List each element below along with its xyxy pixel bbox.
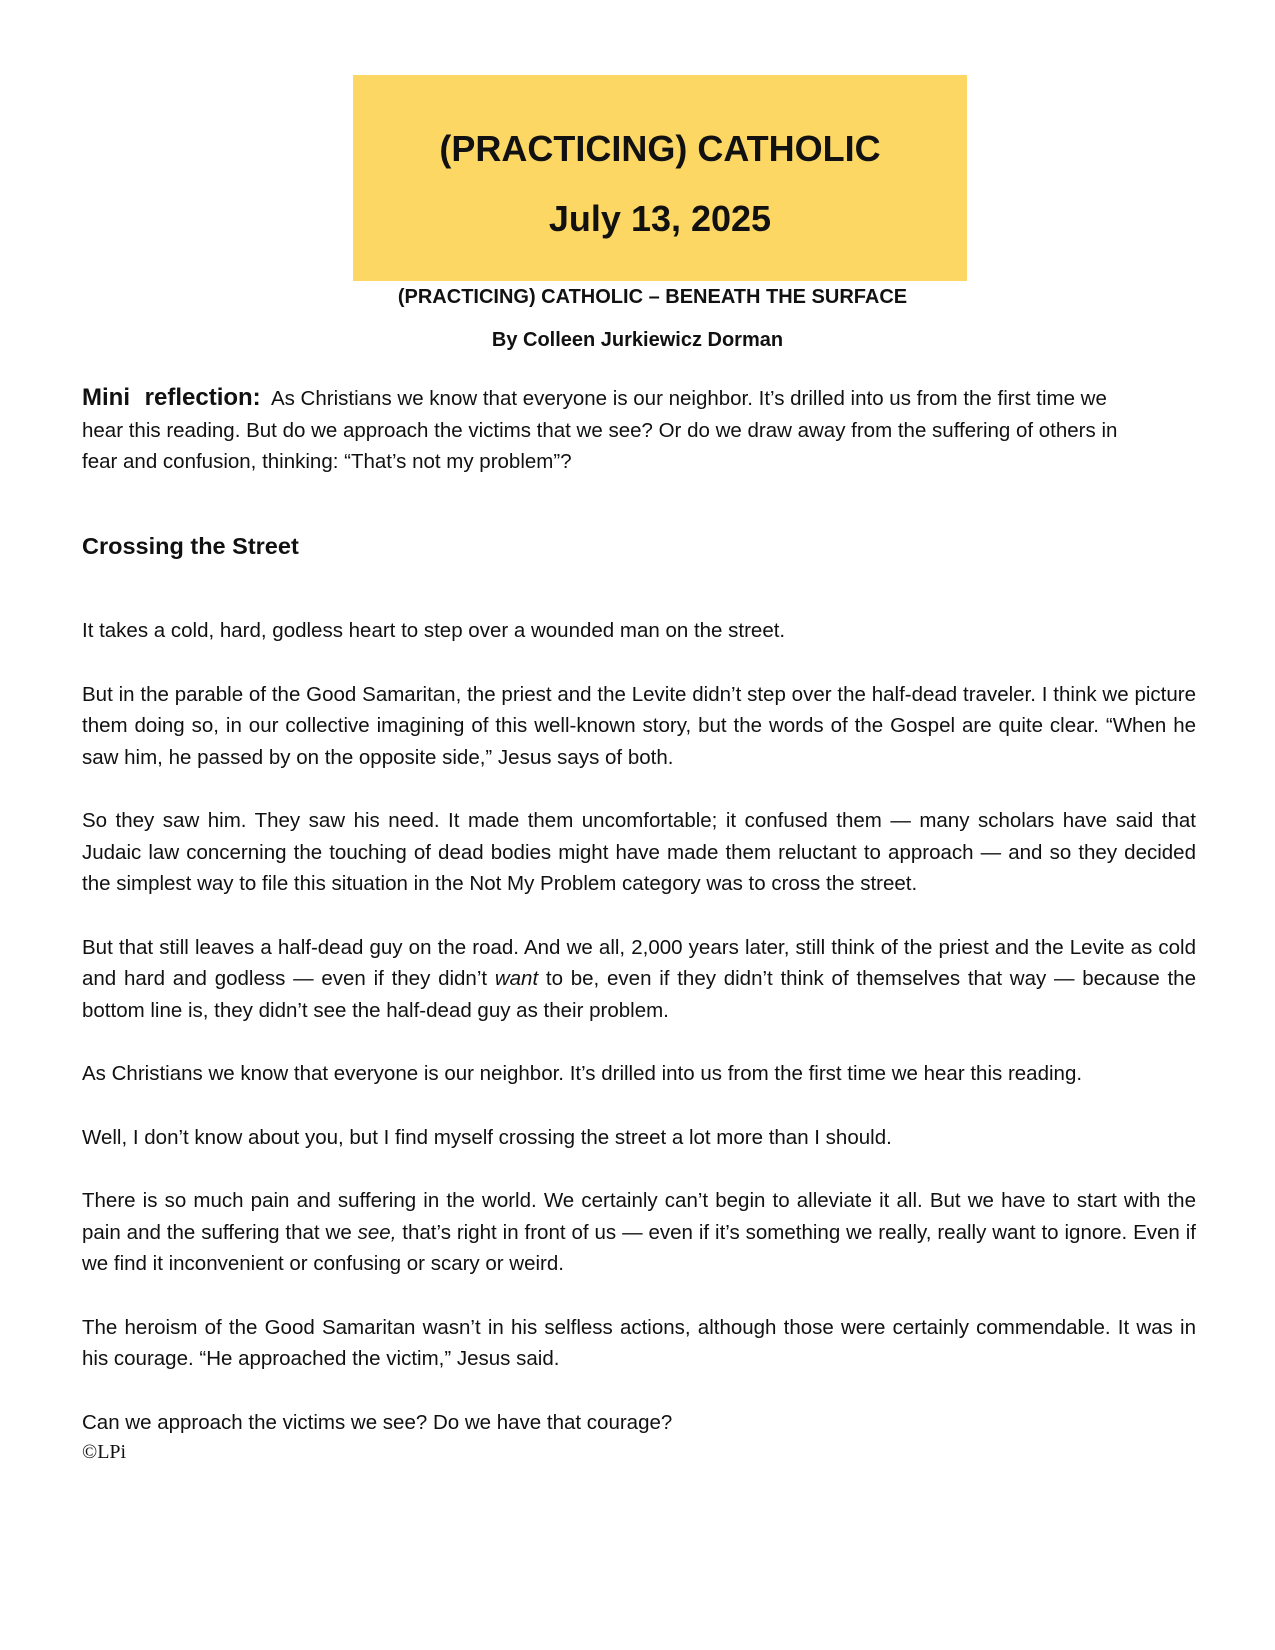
emphasis-text: want — [494, 967, 539, 990]
paragraph-text: to be, even if they didn’t think of themselves that way — because the bottom line is, they didn’t see the half-dead guy as their problem. — [82, 967, 1196, 1022]
paragraph: It takes a cold, hard, godless heart to step over a wounded man on the street. — [82, 619, 786, 642]
copyright-notice: ©LPi — [82, 1441, 127, 1463]
emphasis-text: see, — [357, 1220, 397, 1244]
banner-date: July 13, 2025 — [548, 198, 772, 239]
paragraph: So they saw him. They saw his need. It made them uncomfortable; it confused them — many scholars have said that Judaic law concerning the touching of dead bodies might have made them reluctant to approach — and so they decided the simplest way to file this situation in the Not My Problem category was to cross the street. — [82, 809, 1196, 895]
article-byline: By Colleen Jurkiewicz Dorman — [491, 329, 784, 351]
paragraph: Well, I don’t know about you, but I find myself crossing the street a lot more than I should. — [82, 1125, 892, 1149]
mini-reflection — [82, 382, 1142, 478]
paragraph: Can we approach the victims we see? Do we have that courage? — [82, 1410, 673, 1434]
mini-reflection-label: Mini reflection: — [82, 384, 261, 411]
paragraph: The heroism of the Good Samaritan wasn’t in his selfless actions, although those were certainly commendable. It was in his courage. “He approached the victim,” Jesus said. — [82, 1315, 1196, 1370]
paragraph — [82, 932, 1196, 1027]
paragraph — [82, 1185, 1196, 1280]
paragraph: But in the parable of the Good Samaritan, the priest and the Levite didn’t step over the half-dead traveler. I think we picture them doing so, in our collective imagining of this well-known story, but the words of the Gospel are quite clear. “When he saw him, he passed by on the opposite side,” Jesus says of both. — [82, 682, 1196, 769]
paragraph: As Christians we know that everyone is our neighbor. It’s drilled into us from the first time we hear this reading. — [82, 1062, 1083, 1085]
article-body — [82, 615, 1196, 1464]
paragraph-text: that’s right in front of us — even if it’s something we really, really want to ignore. Even if we find it inconvenient or confusing or scary or weird. — [82, 1220, 1196, 1275]
banner-title: (PRACTICING) CATHOLIC — [439, 128, 881, 169]
mini-reflection-text: As Christians we know that everyone is our neighbor. It’s drilled into us from the first time we hear this reading. But do we approach the victims that we see? Or do we draw away from the suffering of others in fear and confusion, thinking: “That’s not my problem”? — [82, 387, 1118, 473]
article-subtitle: (PRACTICING) CATHOLIC – BENEATH THE SURFACE — [397, 286, 908, 308]
section-heading: Crossing the Street — [82, 533, 299, 559]
paragraph-text: There is so much pain and suffering in the world. We certainly can’t begin to alleviate it all. But we have to start with the pain and the suffering that we — [82, 1189, 1196, 1244]
paragraph-text: But that still leaves a half-dead guy on the road. And we all, 2,000 years later, still think of the priest and the Levite as cold and hard and godless — even if they didn’t — [82, 935, 1196, 990]
title-banner — [353, 75, 967, 281]
